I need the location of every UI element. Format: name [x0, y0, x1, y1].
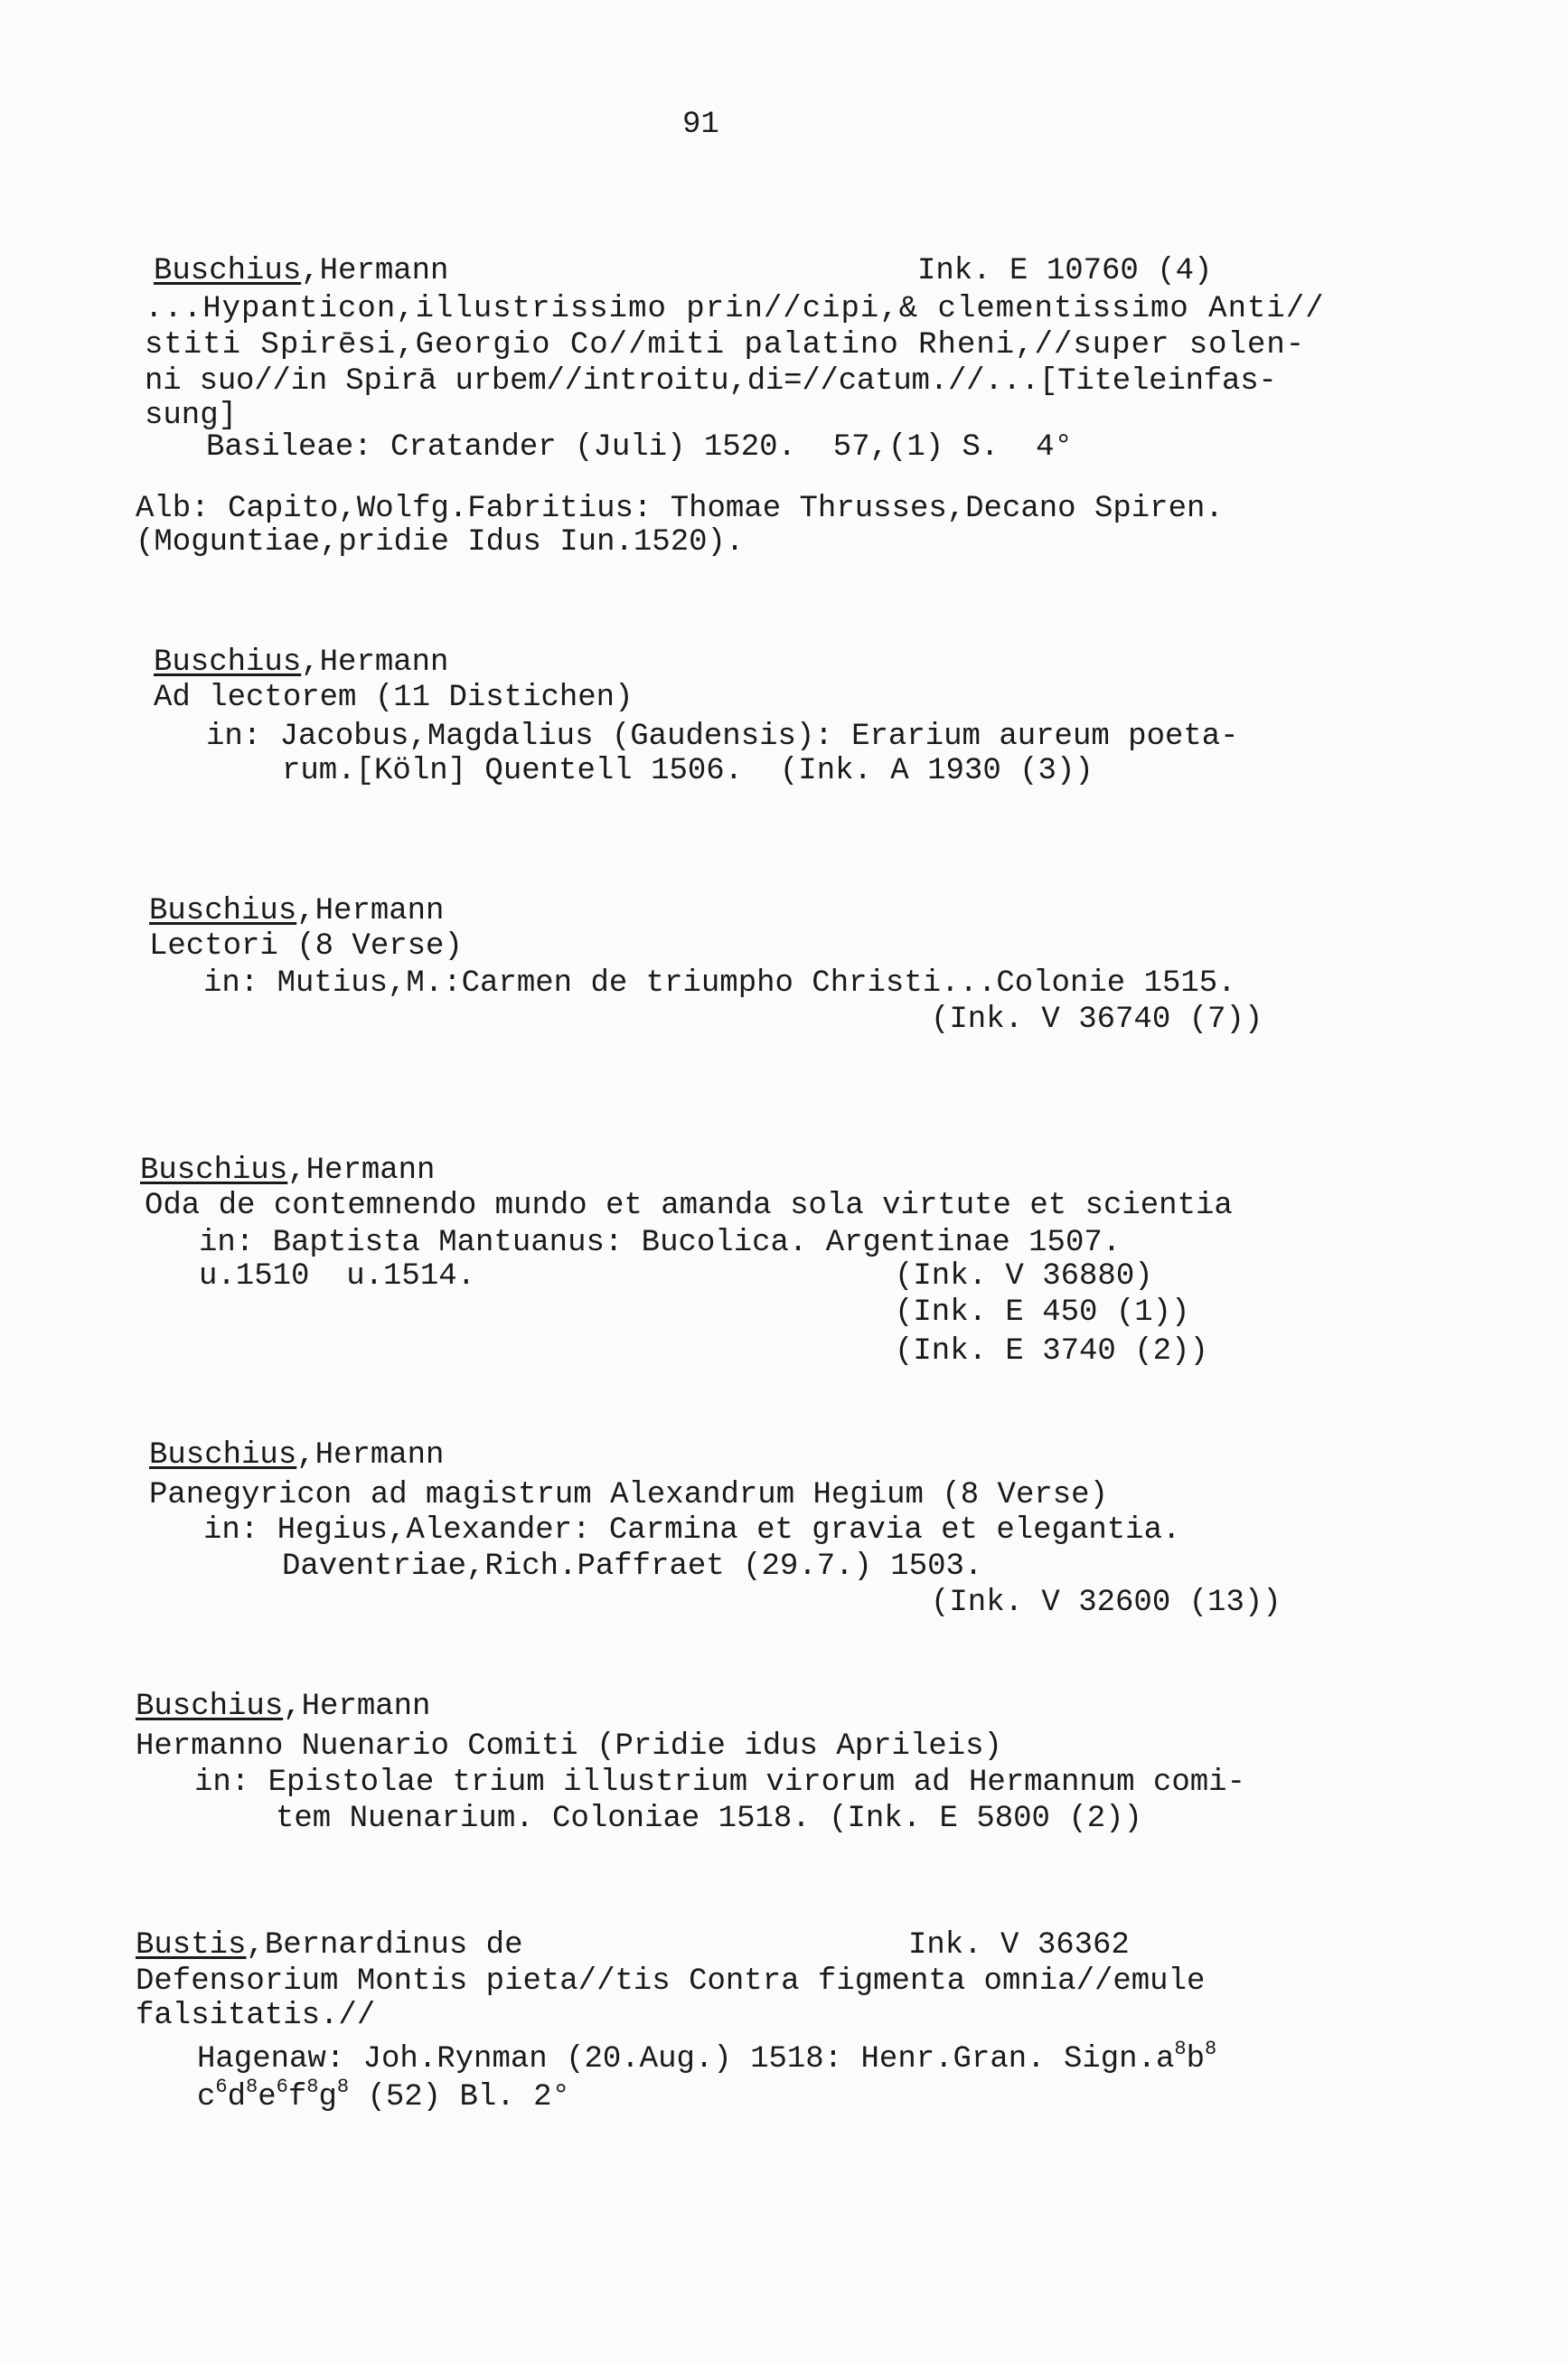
source-line: in: Hegius,Alexander: Carmina et gravia et elegantia.	[203, 1513, 1181, 1548]
shelf-mark: Ink. V 36362	[908, 1928, 1130, 1963]
page-number: 91	[682, 108, 719, 142]
author-forename: ,Hermann	[301, 254, 449, 288]
author-forename: ,Hermann	[296, 1438, 445, 1473]
title-line: Lectori (8 Verse)	[149, 929, 463, 964]
author-surname: Buschius	[149, 1438, 297, 1473]
entry-heading	[149, 1437, 444, 1474]
author-forename: ,Hermann	[301, 645, 449, 680]
source-line: in: Epistolae trium illustrium virorum ad Hermannum comi-	[194, 1766, 1245, 1800]
source-line: Daventriae,Rich.Paffraet (29.7.) 1503.	[282, 1549, 983, 1584]
entry-heading	[154, 253, 448, 290]
author-surname: Buschius	[154, 645, 302, 680]
author-surname: Bustis	[136, 1928, 247, 1963]
entry-heading	[154, 645, 448, 682]
title-line: Panegyricon ad magistrum Alexandrum Hegium (8 Verse)	[149, 1478, 1108, 1512]
entry-heading	[149, 893, 444, 930]
author-forename: ,Hermann	[287, 1154, 436, 1188]
title-line: Hermanno Nuenario Comiti (Pridie idus Aprileis)	[136, 1729, 1002, 1764]
title-line: Oda de contemnendo mundo et amanda sola virtute et scientia	[145, 1189, 1233, 1223]
entry-heading	[136, 1689, 430, 1726]
author-forename: ,Bernardinus de	[246, 1928, 523, 1963]
title-line: Defensorium Montis pieta//tis Contra figmenta omnia//emule	[136, 1964, 1206, 1999]
title-line: Ad lectorem (11 Distichen)	[154, 681, 634, 715]
collation-line: $c^6d^8e^6f^8g^8$ (52) Bl. 2°	[197, 2076, 570, 2114]
author-surname: Buschius	[149, 894, 297, 928]
source-line: in: Baptista Mantuanus: Bucolica. Argentinae 1507.	[199, 1226, 1122, 1260]
note-line: Alb: Capito,Wolfg.Fabritius: Thomae Thrusses,Decano Spiren.	[136, 492, 1224, 526]
author-surname: Buschius	[140, 1154, 288, 1188]
imprint-line: Basileae: Cratander (Juli) 1520. 57,(1) S. 4°	[206, 430, 1073, 465]
source-line: tem Nuenarium. Coloniae 1518. (Ink. E 5800 (2))	[276, 1802, 1142, 1836]
title-line: ...Hypanticon,illustrissimo prin//cipi,& clementissimo Anti//	[145, 292, 1325, 326]
note-line: (Moguntiae,pridie Idus Iun.1520).	[136, 525, 745, 560]
source-line: in: Mutius,M.:Carmen de triumpho Christi...Colonie 1515.	[203, 966, 1236, 1001]
shelf-mark: (Ink. V 36740 (7))	[931, 1003, 1263, 1037]
imprint-line: Hagenaw: Joh.Rynman (20.Aug.) 1518: Henr.Gran. $Sign.a^8b^8$	[197, 2038, 1217, 2077]
source-line: rum.[Köln] Quentell 1506. (Ink. A 1930 (3))	[282, 754, 1094, 788]
entry-heading	[136, 1927, 522, 1964]
shelf-mark: (Ink. V 36880)	[895, 1259, 1153, 1294]
source-line: in: Jacobus,Magdalius (Gaudensis): Erarium aureum poeta-	[206, 720, 1239, 754]
author-forename: ,Hermann	[283, 1690, 431, 1724]
shelf-mark: (Ink. V 32600 (13))	[931, 1586, 1282, 1620]
entry-heading	[140, 1153, 435, 1190]
title-line: sung]	[145, 399, 238, 433]
title-line: falsitatis.//	[136, 1999, 376, 2033]
shelf-mark: Ink. E 10760 (4)	[917, 254, 1213, 288]
title-line: stiti Spirēsi,Georgio Co//miti palatino Rheni,//super solen-	[145, 328, 1306, 363]
title-line: ni suo//in Spirā urbem//introitu,di=//catum.//...[Titeleinfas-	[145, 364, 1277, 399]
author-surname: Buschius	[154, 254, 302, 288]
author-surname: Buschius	[136, 1690, 284, 1724]
shelf-mark: (Ink. E 450 (1))	[895, 1295, 1190, 1330]
source-line: u.1510 u.1514.	[199, 1259, 476, 1294]
shelf-mark: (Ink. E 3740 (2))	[895, 1334, 1208, 1369]
author-forename: ,Hermann	[296, 894, 445, 928]
